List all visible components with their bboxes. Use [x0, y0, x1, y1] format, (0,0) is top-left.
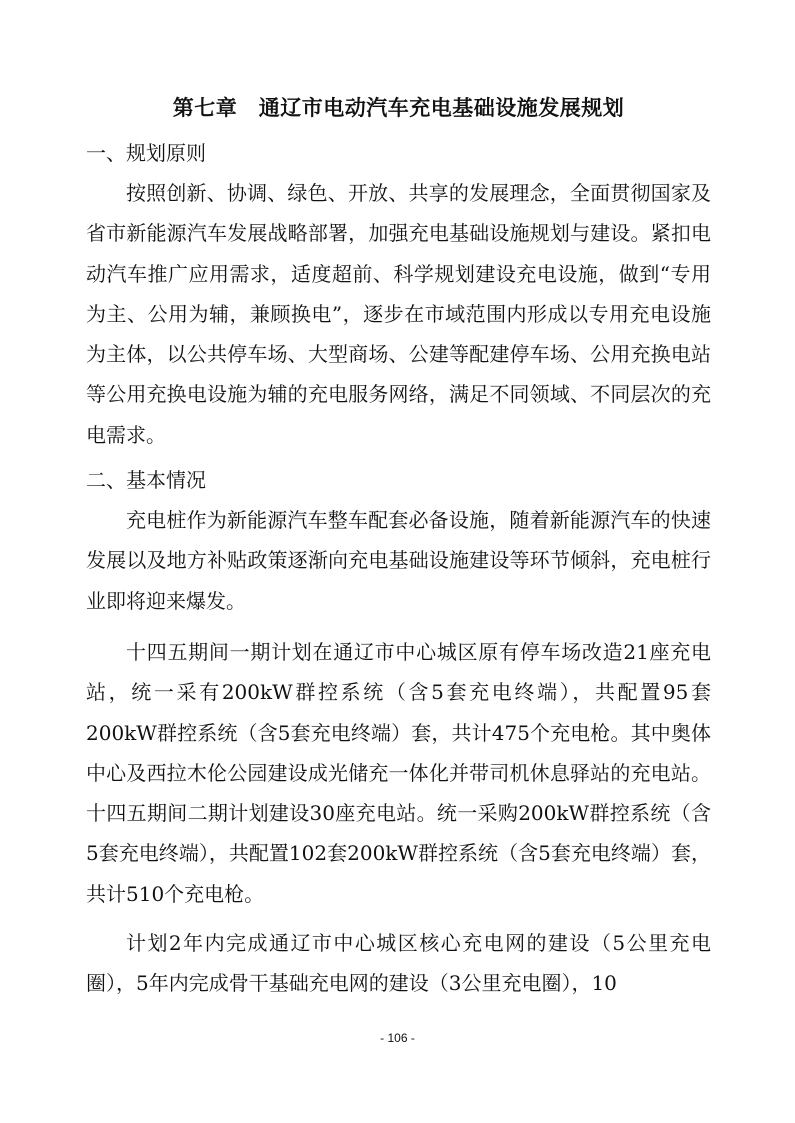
section-heading-planning-principles: 一、规划原则 — [86, 141, 206, 165]
paragraph-planning-principles: 按照创新、协调、绿色、开放、共享的发展理念，全面贯彻国家及省市新能源汽车发展战略部署，加强充电基础设施规划与建设。紧扣电动汽车推广应用需求，适度超前、科学规划建设充电设施，做到“专用为主、公用为辅，兼顾换电”，逐步在市域范围内形成以专用充电设施为主体，以公共停车场、大型商场、公建等配建停车场、公用充换电站等公用充换电设施为辅的充电服务网络，满足不同领域、不同层次的充电需求。 — [86, 181, 711, 447]
chapter-title: 第七章 通辽市电动汽车充电基础设施发展规划 — [172, 96, 625, 120]
paragraph-charging-pile-industry: 充电桩作为新能源汽车整车配套必备设施，随着新能源汽车的快速发展以及地方补贴政策逐渐向充电基础设施建设等环节倾斜，充电桩行业即将迎来爆发。 — [86, 508, 711, 613]
paragraph-charging-network-schedule: 计划2年内完成通辽市中心城区核心充电网的建设（5公里充电圈），5年内完成骨干基础充电网的建设（3公里充电圈），10 — [86, 931, 711, 996]
page-number: - 106 - — [380, 1031, 415, 1045]
paragraph-fourteenth-five-year-plan: 十四五期间一期计划在通辽市中心城区原有停车场改造21座充电站，统一采有200kW群控系统（含5套充电终端），共配置95套200kW群控系统（含5套充电终端）套，共计475个充电枪。其中奥体中心及西拉木伦公园建设成光储充一体化并带司机休息驿站的充电站。十四五期间二期计划建设30座充电站。统一采购200kW群控系统（含5套充电终端），共配置102套200kW群控系统（含5套充电终端）套，共计510个充电枪。 — [86, 640, 711, 906]
section-heading-basic-situation: 二、基本情况 — [86, 468, 206, 492]
